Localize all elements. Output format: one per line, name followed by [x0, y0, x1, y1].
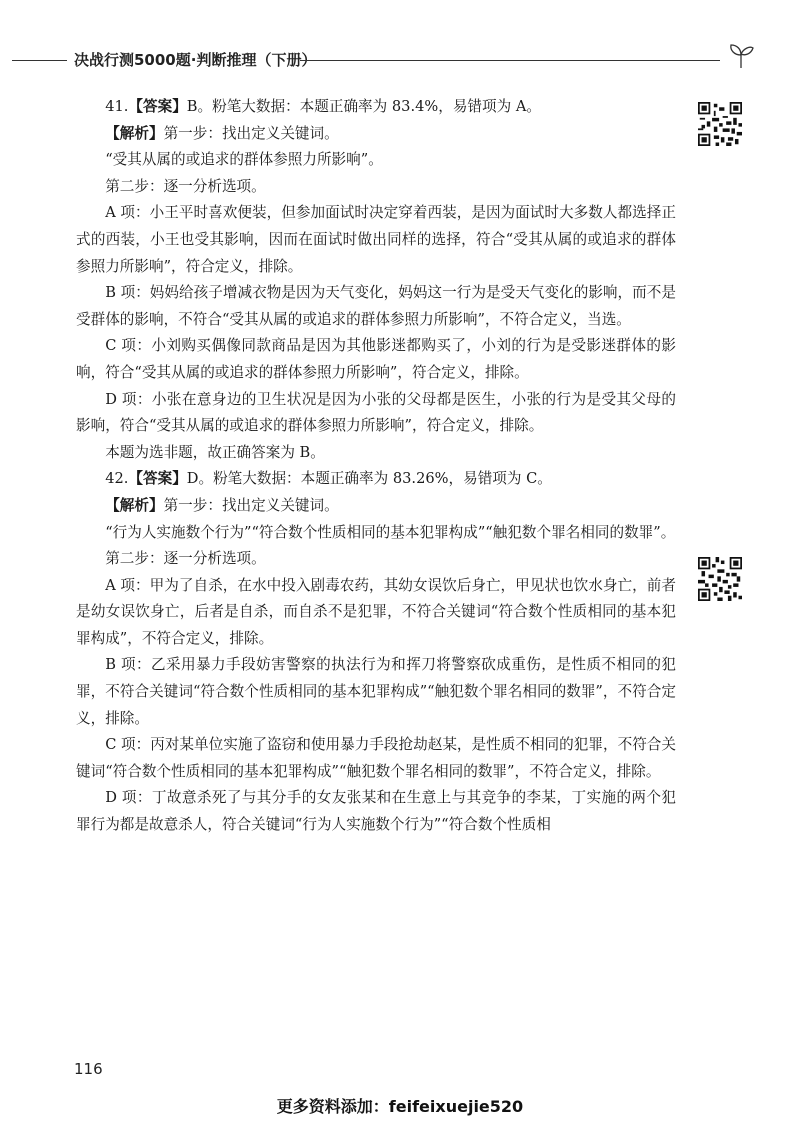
header-rule-right	[300, 60, 720, 61]
paragraph	[76, 174, 676, 201]
paragraph	[76, 466, 676, 493]
paragraph-text: 42.	[105, 470, 129, 488]
paragraph	[76, 652, 676, 732]
header-rule-left	[12, 60, 67, 61]
paragraph-text: D。粉笔大数据：本题正确率为 83.26%，易错项为 C。	[186, 470, 552, 488]
paragraph	[76, 147, 676, 174]
paragraph-text: A 项：甲为了自杀，在水中投入剧毒农药，其幼女误饮后身亡，甲见状也饮水身亡，前者是幼女误饮身亡，后者是自杀，而自杀不是犯罪，不符合关键词“符合数个性质相同的基本犯罪构成”，不符合定义，排除。	[76, 576, 676, 647]
answer-explanations	[76, 94, 676, 839]
paragraph-text: A 项：小王平时喜欢便装，但参加面试时决定穿着西装，是因为面试时大多数人都选择正式的西装，小王也受其影响，因而在面试时做出同样的选择，符合“受其从属的或追求的群体参照力所影响”，符合定义，排除。	[76, 204, 676, 275]
paragraph	[76, 94, 676, 121]
paragraph	[76, 440, 676, 467]
paragraph-text: 第二步：逐一分析选项。	[105, 177, 266, 195]
paragraph-text: C 项：丙对某单位实施了盗窃和使用暴力手段抢劫赵某，是性质不相同的犯罪，不符合关键词“符合数个性质相同的基本犯罪构成”“触犯数个罪名相同的数罪”，不符合定义，排除。	[76, 736, 676, 780]
qr-code-1[interactable]	[698, 102, 742, 146]
paragraph-text: 第一步：找出定义关键词。	[163, 124, 339, 142]
paragraph	[76, 387, 676, 440]
paragraph	[76, 280, 676, 333]
sprout-icon	[726, 40, 756, 70]
paragraph	[76, 732, 676, 785]
paragraph-text: B 项：妈妈给孩子增减衣物是因为天气变化，妈妈这一行为是受天气变化的影响，而不是受群体的影响，不符合“受其从属的或追求的群体参照力所影响”，不符合定义，当选。	[76, 284, 676, 328]
paragraph	[76, 785, 676, 838]
qr-code-icon	[698, 557, 742, 601]
paragraph-text: B 项：乙采用暴力手段妨害警察的执法行为和挥刀将警察砍成重伤，是性质不相同的犯罪，不符合关键词“符合数个性质相同的基本犯罪构成”“触犯数个罪名相同的数罪”，不符合定义，排除。	[76, 656, 676, 727]
paragraph-text: 41.	[105, 98, 129, 115]
section-label: 【答案】	[128, 470, 187, 488]
paragraph-text: B。粉笔大数据：本题正确率为 83.4%，易错项为 A。	[186, 98, 541, 115]
qr-code-2[interactable]	[698, 557, 742, 601]
section-label: 【解析】	[105, 496, 164, 514]
qr-code-icon	[698, 102, 742, 146]
paragraph-text: D 项：丁故意杀死了与其分手的女友张某和在生意上与其竞争的李某，丁实施的两个犯罪行为都是故意杀人，符合关键词“行为人实施数个行为”“符合数个性质相	[76, 789, 676, 834]
paragraph-text: “行为人实施数个行为”“符合数个性质相同的基本犯罪构成”“触犯数个罪名相同的数罪”。	[105, 523, 676, 541]
paragraph	[76, 520, 676, 547]
section-label: 【解析】	[105, 124, 164, 142]
page-number: 116	[74, 1060, 103, 1078]
paragraph-text: C 项：小刘购买偶像同款商品是因为其他影迷都购买了，小刘的行为是受影迷群体的影响，符合“受其从属的或追求的群体参照力所影响”，符合定义，排除。	[76, 337, 676, 381]
paragraph-text: 第一步：找出定义关键词。	[163, 496, 339, 514]
footer-note: 更多资料添加：feifeixuejie520	[276, 1097, 524, 1116]
paragraph-text: 本题为选非题，故正确答案为 B。	[105, 443, 325, 461]
paragraph	[76, 493, 676, 520]
page-header	[0, 40, 800, 80]
paragraph-text: D 项：小张在意身边的卫生状况是因为小张的父母都是医生，小张的行为是受其父母的影响，符合“受其从属的或追求的群体参照力所影响”，符合定义，排除。	[76, 390, 676, 435]
paragraph	[76, 546, 676, 573]
paragraph-text: 第二步：逐一分析选项。	[105, 550, 266, 568]
paragraph	[76, 121, 676, 148]
header-title: 决战行测5000题·判断推理（下册）	[74, 51, 317, 69]
paragraph	[76, 200, 676, 280]
section-label: 【答案】	[128, 98, 187, 115]
paragraph	[76, 573, 676, 653]
paragraph-text: “受其从属的或追求的群体参照力所影响”。	[105, 151, 383, 169]
paragraph	[76, 333, 676, 386]
